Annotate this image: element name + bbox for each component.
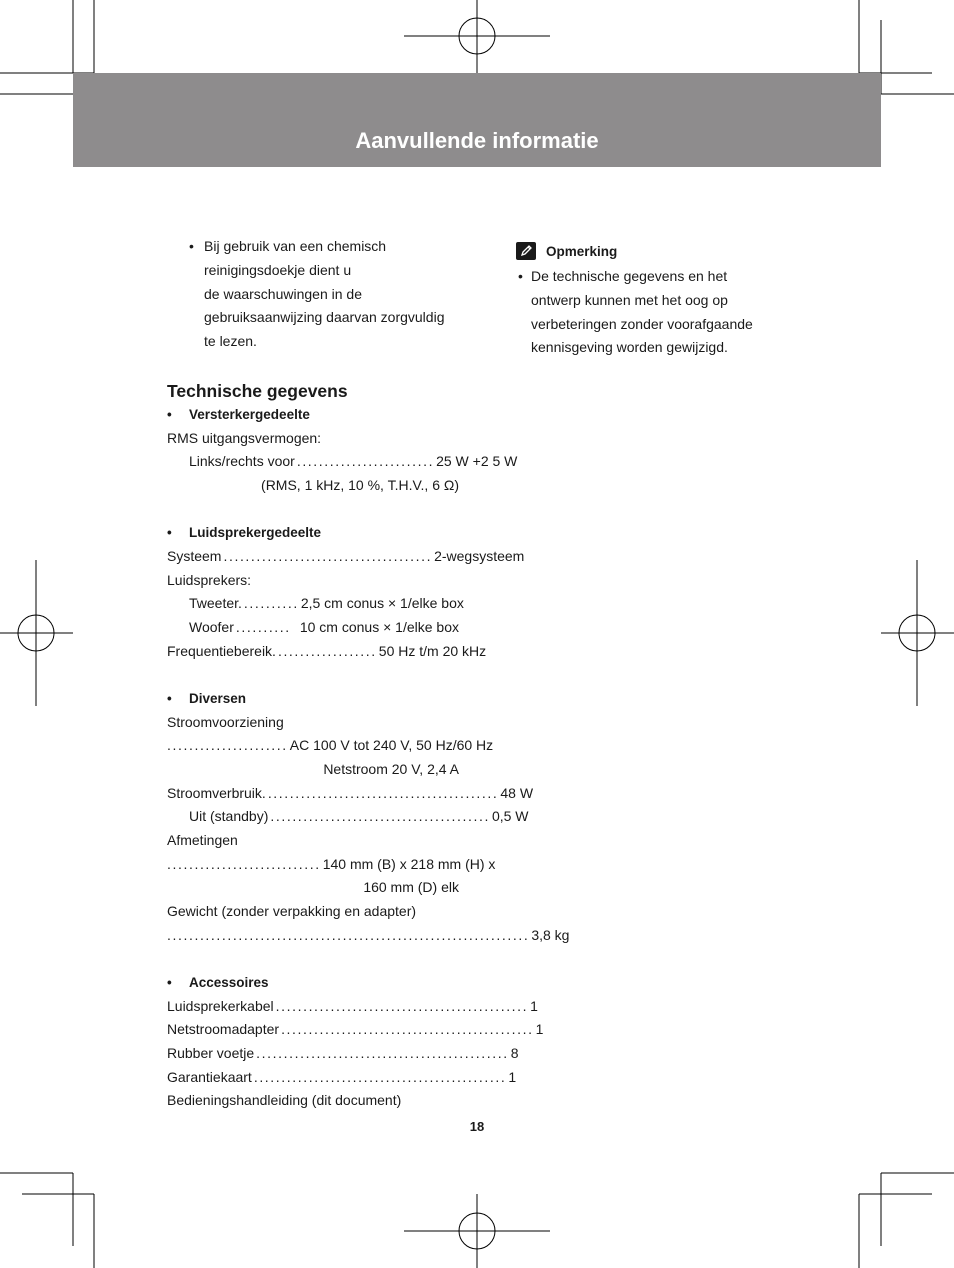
list-item: Rubber voetje .............................................. 8 <box>167 1044 519 1061</box>
power-label: Stroomvoorziening <box>167 713 284 730</box>
spec-consumption: Stroomverbruik. .......................................... 48 W <box>167 784 534 801</box>
spec-system: Systeem ...................................... 2-wegsysteem <box>167 547 525 564</box>
spec-weight: .................................................................. 3,8 kg <box>167 926 570 943</box>
spec-lr-output: Links/rechts voor ......................... 25 W +2 5 W <box>189 453 518 470</box>
note-label: Opmerking <box>546 243 618 259</box>
dims-label: Afmetingen <box>167 831 238 848</box>
list-item: Netstroomadapter .............................................. 1 <box>167 1021 544 1038</box>
cleaning-bullet: • Bij gebruik van een chemisch reinigingsdoekje dient u de waarschuwingen in de gebruiksaanwijzing daarvan zorgvuldig te lezen. <box>189 238 445 350</box>
spec-lr-note: (RMS, 1 kHz, 10 %, T.H.V., 6 Ω) <box>261 477 459 494</box>
rms-label: RMS uitgangsvermogen: <box>167 429 322 446</box>
spec-tweeter: Tweeter. .......... 2,5 cm conus × 1/elke box <box>189 595 464 612</box>
amplifier-heading: • Versterkergedeelte <box>167 406 310 422</box>
list-item: Luidsprekerkabel .............................................. 1 <box>167 997 538 1014</box>
spec-power: ...................... AC 100 V tot 240 V, 50 Hz/60 Hz <box>167 737 494 754</box>
right-column <box>516 240 786 360</box>
list-item: Garantiekaart .............................................. 1 <box>167 1068 517 1085</box>
spec-dimensions: ............................ 140 mm (B) x 218 mm (H) x <box>167 855 496 872</box>
spec-frequency: Frequentiebereik. .................. 50 Hz t/m 20 kHz <box>167 642 487 659</box>
registration-mark-icon <box>404 0 550 73</box>
weight-label: Gewicht (zonder verpakking en adapter) <box>167 903 417 920</box>
speaker-heading: • Luidsprekergedeelte <box>167 525 322 541</box>
spec-standby: Uit (standby) ........................................ 0,5 W <box>189 808 529 825</box>
accessories-heading: • Accessoires <box>167 974 269 990</box>
registration-mark-icon <box>881 560 954 706</box>
manual-item: Bedieningshandleiding (dit document) <box>167 1092 402 1109</box>
left-column <box>167 235 570 1113</box>
note-bullet: • De technische gegevens en het ontwerp kunnen met het oog op verbeteringen zonder voorafgaande kennisgeving worden gewijzigd. <box>518 268 753 356</box>
note-heading <box>516 240 786 262</box>
registration-mark-icon <box>404 1194 550 1268</box>
spec-power-adapter: Netstroom 20 V, 2,4 A <box>323 760 459 777</box>
registration-mark-icon <box>0 560 73 706</box>
spec-woofer: Woofer .......... 10 cm conus × 1/elke box <box>189 618 459 635</box>
page-number: 18 <box>469 1119 485 1134</box>
specs-title: Technische gegevens <box>167 380 348 401</box>
pencil-note-icon <box>516 242 536 260</box>
misc-heading: • Diversen <box>167 690 247 706</box>
spec-dimensions-depth: 160 mm (D) elk <box>363 879 459 896</box>
section-header-band <box>73 73 881 167</box>
page-title: Aanvullende informatie <box>355 128 599 153</box>
speakers-label: Luidsprekers: <box>167 571 252 588</box>
